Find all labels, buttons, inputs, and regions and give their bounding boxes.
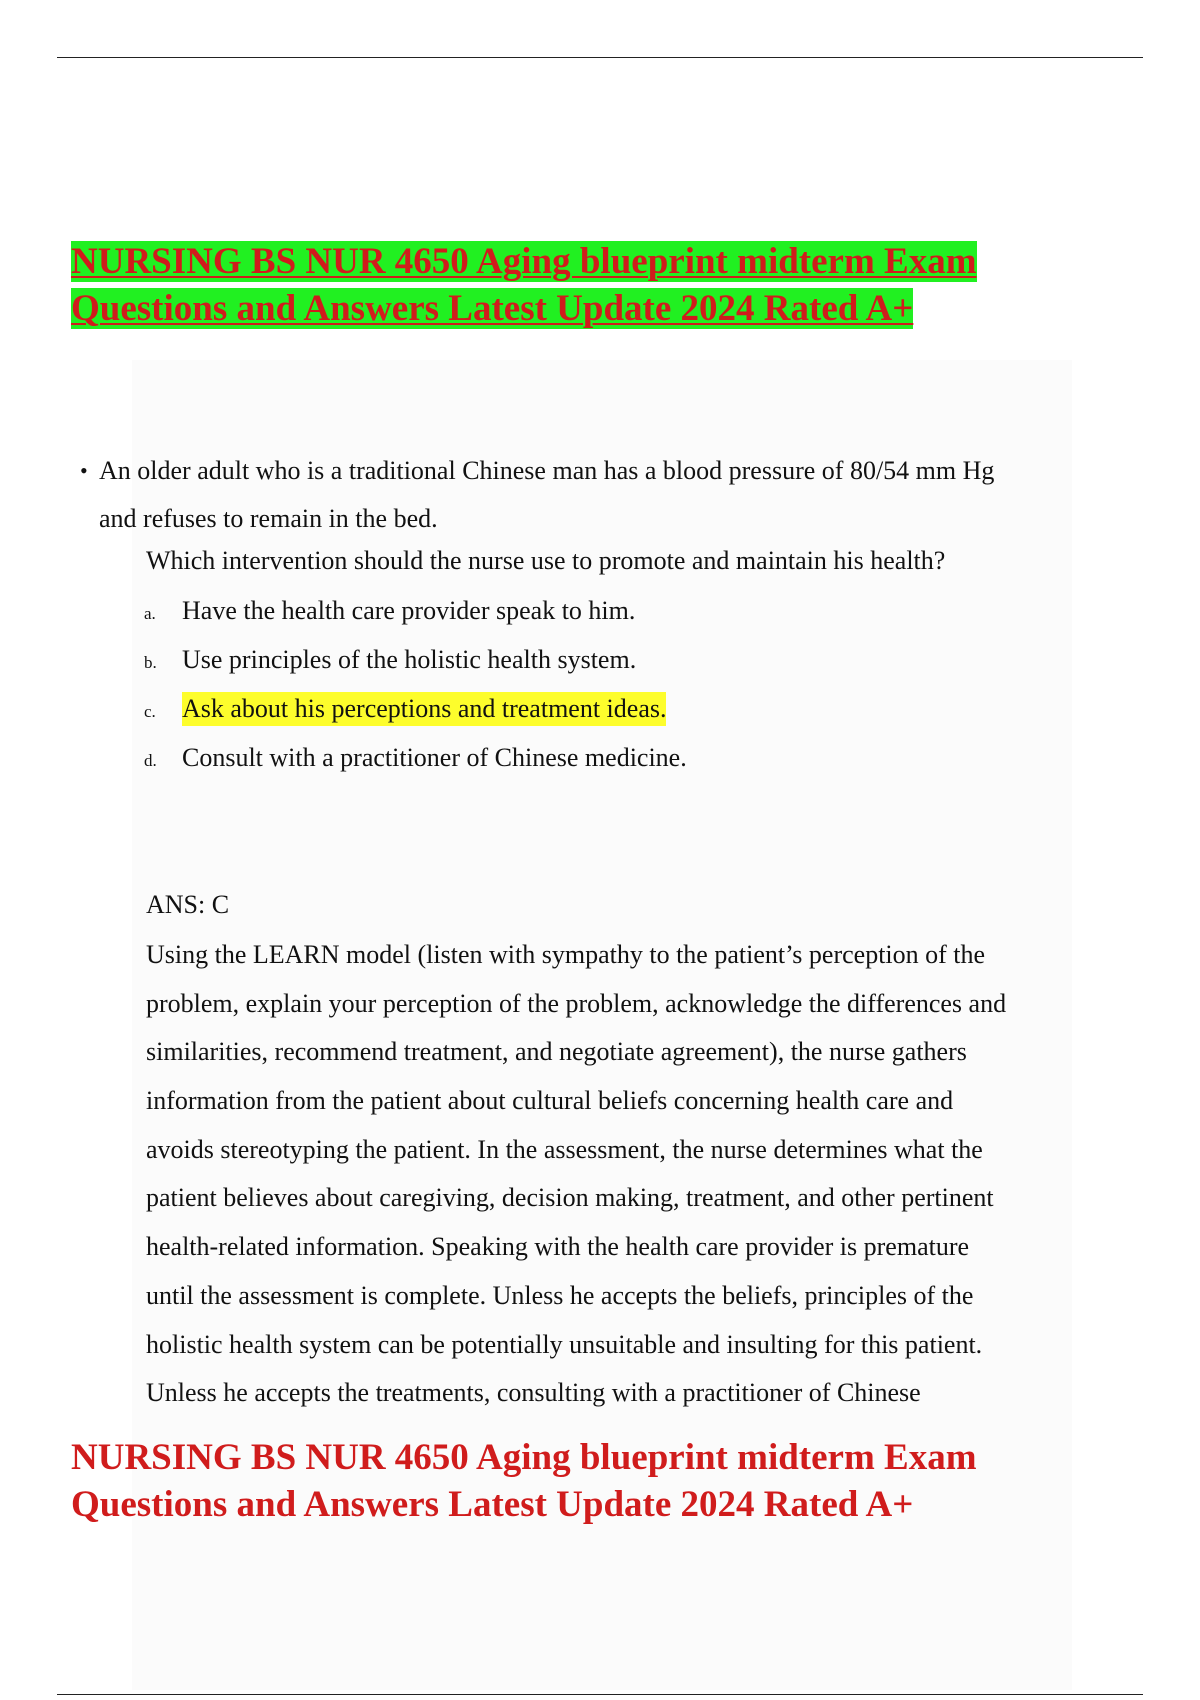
title-line-2: Questions and Answers Latest Update 2024 Rated A+: [71, 288, 914, 329]
question-text-line-1: An older adult who is a traditional Chinese man has a blood pressure of 80/54 mm Hg: [99, 456, 995, 485]
answer-key: ANS: C: [146, 890, 230, 919]
bullet-icon: •: [80, 458, 88, 483]
footer-title-line-2: Questions and Answers Latest Update 2024 Rated A+: [71, 1484, 914, 1525]
question-stem: Which intervention should the nurse use to promote and maintain his health?: [146, 546, 946, 575]
bottom-rule: [57, 1694, 1143, 1695]
choice-letter: b.: [144, 653, 157, 672]
rationale-line: until the assessment is complete. Unless he accepts the beliefs, principles of the: [146, 1280, 974, 1310]
question-text-line-2: and refuses to remain in the bed.: [99, 504, 438, 533]
footer-title: [71, 1434, 1111, 1528]
rationale-line: patient believes about caregiving, decision making, treatment, and other pertinent: [146, 1183, 994, 1213]
choice-letter: d.: [144, 751, 157, 770]
question: [80, 447, 1080, 543]
rationale: [146, 931, 1096, 1418]
rationale-line: similarities, recommend treatment, and negotiate agreement), the nurse gathers: [146, 1037, 967, 1067]
rationale-line: health-related information. Speaking with the health care provider is premature: [146, 1232, 970, 1262]
title-line-1: NURSING BS NUR 4650 Aging blueprint midterm Exam: [71, 241, 977, 282]
choice-letter: a.: [144, 604, 156, 623]
choice-text: Consult with a practitioner of Chinese medicine.: [182, 743, 687, 772]
rationale-line: information from the patient about cultural beliefs concerning health care and: [146, 1086, 954, 1116]
document-title: [71, 238, 1111, 332]
choice-text: Use principles of the holistic health system.: [182, 645, 637, 674]
rationale-line: Unless he accepts the treatments, consulting with a practitioner of Chinese: [146, 1378, 921, 1408]
rationale-line: Using the LEARN model (listen with sympathy to the patient’s perception of the: [146, 940, 986, 969]
correct-choice-text: Ask about his perceptions and treatment ideas.: [182, 692, 666, 726]
rationale-line: problem, explain your perception of the problem, acknowledge the differences and: [146, 988, 1007, 1018]
rationale-line: avoids stereotyping the patient. In the assessment, the nurse determines what the: [146, 1134, 983, 1164]
top-rule: [57, 57, 1143, 58]
choice-letter: c.: [144, 702, 156, 721]
choice-text: Have the health care provider speak to him.: [182, 596, 636, 625]
rationale-line: holistic health system can be potentially unsuitable and insulting for this patient.: [146, 1329, 983, 1359]
footer-title-line-1: NURSING BS NUR 4650 Aging blueprint midterm Exam: [71, 1437, 977, 1478]
